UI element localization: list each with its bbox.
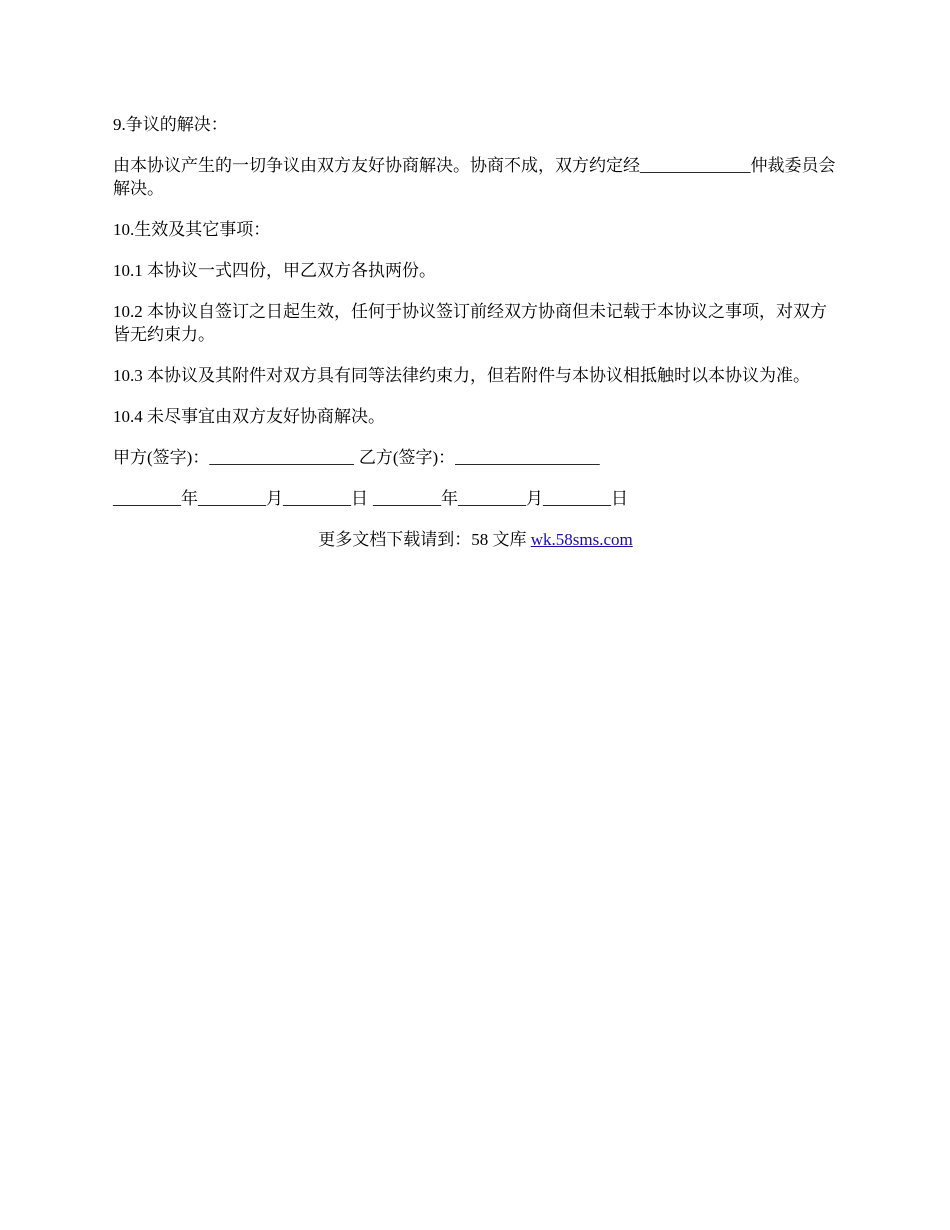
party-a-date: ________年________月________日: [113, 489, 368, 508]
date-line: [113, 487, 838, 510]
signature-line: [113, 446, 838, 469]
section-9-heading: 9.争议的解决：: [113, 115, 228, 134]
party-a-signature: 甲方(签字)：_________________: [113, 448, 354, 467]
clause-10-2: 10.2 本协议自签订之日起生效，任何于协议签订前经双方协商但未记载于本协议之事项，对双方皆无约束力。: [113, 302, 827, 344]
party-b-signature: 乙方(签字)：_________________: [358, 448, 600, 467]
clause-10-3: 10.3 本协议及其附件对双方具有同等法律约束力，但若附件与本协议相抵触时以本协议为准。: [113, 366, 810, 385]
section-10-heading: 10.生效及其它事项：: [113, 220, 271, 239]
clause-10-4: 10.4 未尽事宜由双方友好协商解决。: [113, 407, 385, 426]
section-9-dispute-clause: 由本协议产生的一切争议由双方友好协商解决。协商不成，双方约定经_____________仲裁委员会解决。: [113, 156, 836, 198]
footer-prefix: 更多文档下载请到：58 文库: [318, 530, 527, 549]
party-b-date: ________年________月________日: [373, 489, 628, 508]
clause-10-1: 10.1 本协议一式四份，甲乙双方各执两份。: [113, 261, 436, 280]
footer-link[interactable]: wk.58sms.com: [530, 530, 633, 549]
footer-note: [113, 528, 838, 551]
document-body: [113, 113, 838, 569]
